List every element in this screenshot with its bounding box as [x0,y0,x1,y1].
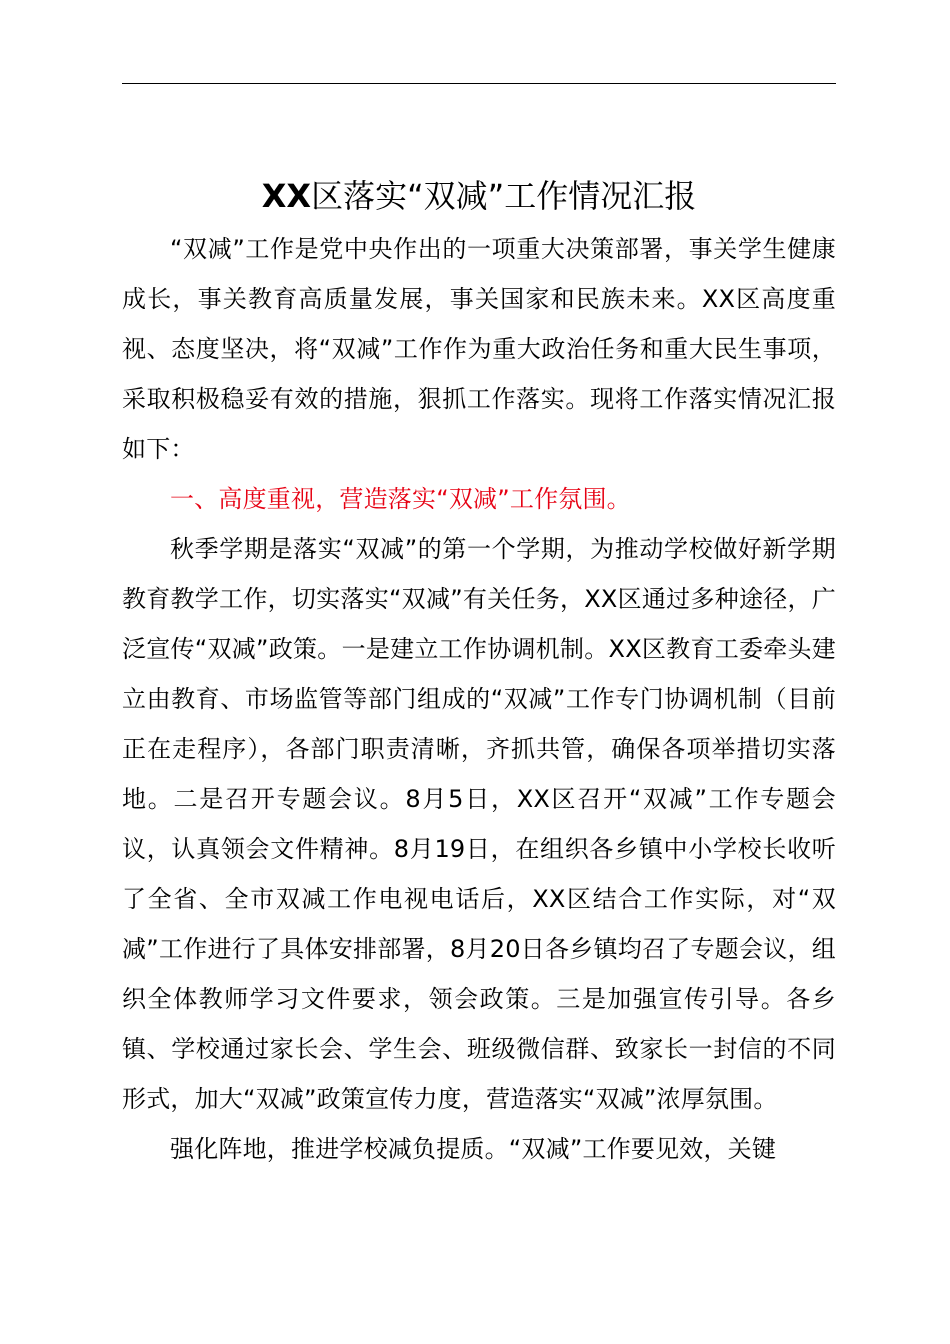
title-text: 区落实“双减”工作情况汇报 [311,177,697,216]
intro-paragraph: “双减”工作是党中央作出的一项重大决策部署，事关学生健康成长，事关教育高质量发展，事关国家和民族未来。XX区高度重视、态度坚决，将“双减”工作作为重大政治任务和重大民生事项，采取积极稳妥有效的措施，狠抓工作落实。现将工作落实情况汇报如下： [122,235,836,463]
section-heading-1: 一、高度重视，营造落实“双减”工作氛围。 [170,485,631,513]
continuation-paragraph: 强化阵地，推进学校减负提质。“双减”工作要见效，关键 [170,1135,777,1163]
header-rule [122,83,836,84]
title-prefix: XX [261,177,312,216]
document-body [122,224,836,1174]
document-title [122,171,836,221]
section-1-paragraph: 秋季学期是落实“双减”的第一个学期，为推动学校做好新学期教育教学工作，切实落实“双减”有关任务，XX区通过多种途径，广泛宣传“双减”政策。一是建立工作协调机制。XX区教育工委牵头建立由教育、市场监管等部门组成的“双减”工作专门协调机制（目前正在走程序），各部门职责清晰，齐抓共管，确保各项举措切实落地。二是召开专题会议。8月5日，XX区召开“双减”工作专题会议，认真领会文件精神。8月19日，在组织各乡镇中小学校长收听了全省、全市双减工作电视电话后，XX区结合工作实际，对“双减”工作进行了具体安排部署，8月20日各乡镇均召了专题会议，组织全体教师学习文件要求，领会政策。三是加强宣传引导。各乡镇、学校通过家长会、学生会、班级微信群、致家长一封信的不同形式，加大“双减”政策宣传力度，营造落实“双减”浓厚氛围。 [122,535,836,1113]
